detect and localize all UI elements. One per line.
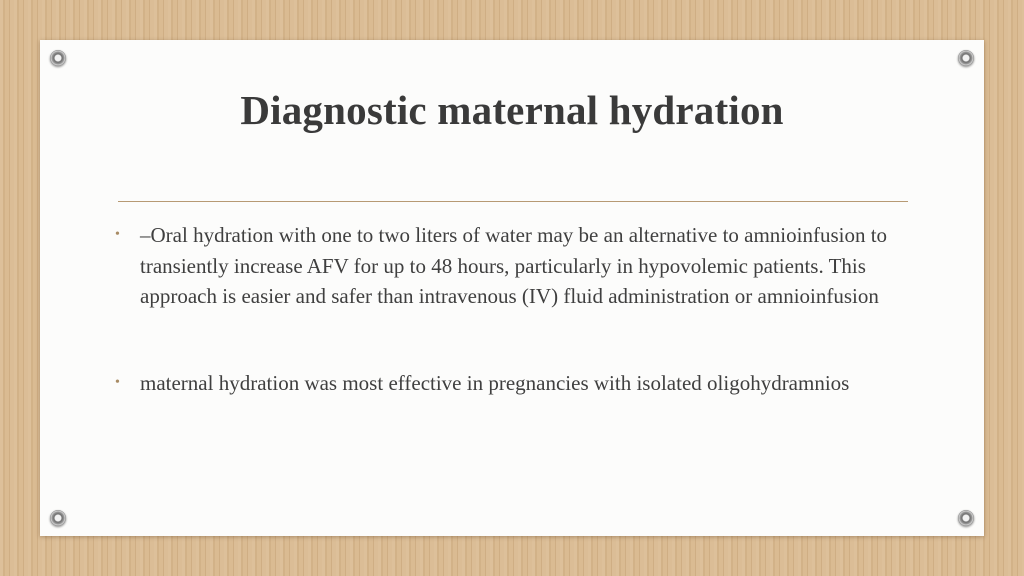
slide-card — [40, 40, 984, 536]
bullet-text: –Oral hydration with one to two liters of water may be an alternative to amnioinfusion to transiently increase AFV for up to 48 hours, particularly in hypovolemic patients. This approach is easier and safer than intravenous (IV) fluid administration or amnioinfusion — [140, 223, 888, 308]
pushpin-icon — [958, 510, 974, 526]
bullet-item — [115, 368, 920, 399]
slide-title: Diagnostic maternal hydration — [240, 87, 784, 133]
bullet-dot-icon: • — [115, 374, 120, 390]
title-divider — [118, 201, 908, 202]
bullet-item — [115, 220, 920, 312]
bullet-text: maternal hydration was most effective in pregnancies with isolated oligohydramnios — [140, 370, 850, 395]
pushpin-icon — [50, 510, 66, 526]
pushpin-icon — [958, 50, 974, 66]
bullet-dot-icon: • — [115, 227, 120, 242]
pushpin-icon — [50, 50, 66, 66]
bullet-list — [115, 220, 920, 398]
